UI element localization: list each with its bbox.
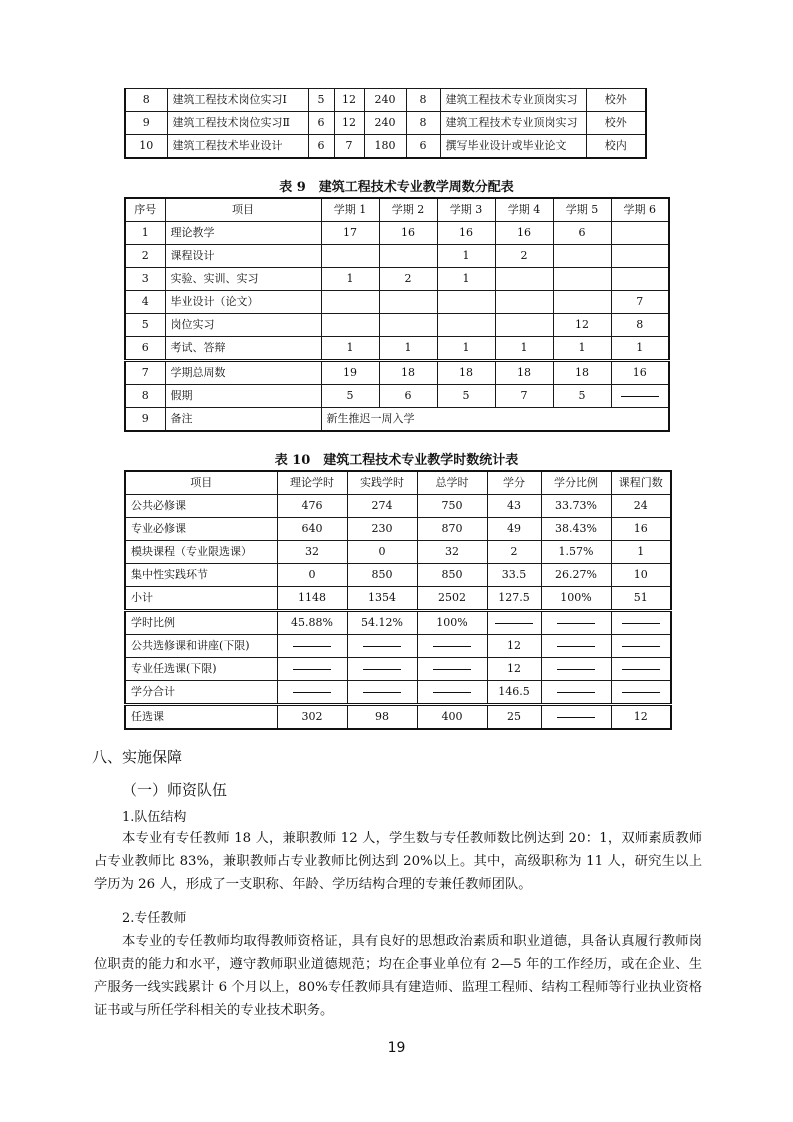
table-cell: 7 (611, 291, 669, 314)
table-row (125, 408, 669, 432)
table-cell: 1.57% (541, 541, 611, 564)
table-cell: 撰写毕业设计或毕业论文 (440, 135, 586, 159)
table-cell: 理论教学 (165, 222, 321, 245)
dash-mark (557, 646, 595, 647)
table-cell: 建筑工程技术岗位实习Ⅱ (167, 112, 308, 135)
table-cell (541, 705, 611, 730)
table-row (125, 314, 669, 337)
table-cell (487, 611, 541, 635)
table-cell (437, 314, 495, 337)
table-cell: 学期 6 (611, 198, 669, 222)
table-cell: 33.73% (541, 495, 611, 518)
table-cell: 49 (487, 518, 541, 541)
table-cell: 备注 (165, 408, 321, 432)
table-cell: 专业任选课(下限) (125, 658, 277, 681)
table-cell: 400 (417, 705, 487, 730)
table-cell: 5 (125, 314, 165, 337)
table-cell (347, 635, 417, 658)
table-cell: 集中性实践环节 (125, 564, 277, 587)
table-cell: 16 (495, 222, 553, 245)
table-cell: 小计 (125, 587, 277, 611)
table-cell: 750 (417, 495, 487, 518)
table-row (125, 337, 669, 361)
table-cell: 640 (277, 518, 347, 541)
table-cell: 32 (417, 541, 487, 564)
table-row (125, 112, 646, 135)
table-cell: 公共选修课和讲座(下限) (125, 635, 277, 658)
table-cell: 1 (611, 541, 671, 564)
dash-mark (622, 623, 660, 624)
table-cell (553, 291, 611, 314)
table-row (125, 564, 671, 587)
table-cell: 2 (487, 541, 541, 564)
table-cell (379, 245, 437, 268)
table-cell: 6 (379, 385, 437, 408)
dash-mark (557, 692, 595, 693)
table-cell: 1 (379, 337, 437, 361)
note-cell: 新生推迟一周入学 (321, 408, 669, 432)
table-cell: 870 (417, 518, 487, 541)
table-cell: 100% (541, 587, 611, 611)
table-cell: 学期 2 (379, 198, 437, 222)
table-cell (541, 658, 611, 681)
table-cell (553, 245, 611, 268)
table-cell: 校外 (586, 89, 646, 112)
table-cell: 12 (487, 658, 541, 681)
dash-mark (293, 669, 331, 670)
table-cell: 建筑工程技术毕业设计 (167, 135, 308, 159)
table-cell: 476 (277, 495, 347, 518)
item1-paragraph: 本专业有专任教师 18 人，兼职教师 12 人，学生数与专任教师数比例达到 20：1，双师素质教师占专业教师比 83%，兼职教师占专业教师比例达到 20%以上。其中，高级职称为 11 人，研究生以上学历为 26 人，形成了一支职称、年龄、学历结构合理的专兼任教师团队。 (94, 831, 702, 892)
table-cell: 5 (308, 89, 334, 112)
table-cell: 850 (417, 564, 487, 587)
table-row (125, 245, 669, 268)
table-cell: 19 (321, 361, 379, 385)
table-cell: 2 (495, 245, 553, 268)
dash-mark (293, 646, 331, 647)
table-cell: 7 (495, 385, 553, 408)
table-cell: 8 (406, 89, 440, 112)
table-cell: 100% (417, 611, 487, 635)
table-row (125, 541, 671, 564)
table-cell: 8 (611, 314, 669, 337)
table-cell: 12 (334, 112, 364, 135)
table-cell: 任选课 (125, 705, 277, 730)
dash-mark (363, 692, 401, 693)
table-cell (379, 314, 437, 337)
dash-mark (293, 692, 331, 693)
table-cell: 学分合计 (125, 681, 277, 705)
table-cell: 10 (611, 564, 671, 587)
table-cell: 18 (553, 361, 611, 385)
table-cell: 18 (437, 361, 495, 385)
table-cell: 850 (347, 564, 417, 587)
table-cell: 序号 (125, 198, 165, 222)
table-cell: 16 (611, 361, 669, 385)
table-cell: 课程门数 (611, 471, 671, 495)
table-cell: 1 (611, 337, 669, 361)
table-cell: 0 (347, 541, 417, 564)
table-cell (379, 291, 437, 314)
table-cell (541, 681, 611, 705)
table-row (125, 587, 671, 611)
table-cell: 2502 (417, 587, 487, 611)
table-row (125, 635, 671, 658)
table-cell: 项目 (125, 471, 277, 495)
dash-mark (557, 669, 595, 670)
table-cell (321, 314, 379, 337)
table-cell: 16 (379, 222, 437, 245)
table-cell: 校内 (586, 135, 646, 159)
teaching-hours-table (124, 470, 672, 730)
table-cell: 学期 5 (553, 198, 611, 222)
table-cell: 校外 (586, 112, 646, 135)
table-cell (611, 611, 671, 635)
table-cell: 32 (277, 541, 347, 564)
table-cell (417, 681, 487, 705)
table-row (125, 268, 669, 291)
table-cell: 实践学时 (347, 471, 417, 495)
dash-mark (433, 646, 471, 647)
table-header-row (125, 471, 671, 495)
table9-caption: 表 9 建筑工程技术专业教学周数分配表 (279, 180, 514, 195)
table-cell: 毕业设计（论文） (165, 291, 321, 314)
table-cell: 127.5 (487, 587, 541, 611)
table-cell: 33.5 (487, 564, 541, 587)
table-cell: 学期 1 (321, 198, 379, 222)
table-cell: 建筑工程技术专业顶岗实习 (440, 89, 586, 112)
table-row (125, 681, 671, 705)
table-row (125, 89, 646, 112)
practice-table (124, 88, 647, 159)
table-header-row (125, 198, 669, 222)
table-cell: 54.12% (347, 611, 417, 635)
table-cell: 公共必修课 (125, 495, 277, 518)
item1-title: 1.队伍结构 (122, 810, 187, 825)
table-cell: 建筑工程技术专业顶岗实习 (440, 112, 586, 135)
table-cell: 1 (321, 268, 379, 291)
table-cell: 16 (611, 518, 671, 541)
table-cell: 9 (125, 112, 167, 135)
table-cell: 假期 (165, 385, 321, 408)
table-cell: 5 (437, 385, 495, 408)
table-cell: 学分 (487, 471, 541, 495)
table-cell (321, 291, 379, 314)
table-cell: 6 (308, 112, 334, 135)
table-cell: 1 (437, 268, 495, 291)
table-cell (611, 681, 671, 705)
table-cell: 240 (364, 89, 406, 112)
table-cell: 1 (437, 337, 495, 361)
table-row (125, 495, 671, 518)
table-cell (611, 245, 669, 268)
table-cell: 学时比例 (125, 611, 277, 635)
table-cell: 98 (347, 705, 417, 730)
table-cell (611, 658, 671, 681)
table-cell (321, 245, 379, 268)
table-cell (611, 635, 671, 658)
table-cell: 7 (334, 135, 364, 159)
table-cell: 1 (553, 337, 611, 361)
dash-mark (363, 646, 401, 647)
table-cell: 274 (347, 495, 417, 518)
table-cell: 岗位实习 (165, 314, 321, 337)
page-number: 19 (387, 1040, 406, 1056)
table-cell: 146.5 (487, 681, 541, 705)
table-cell: 实验、实训、实习 (165, 268, 321, 291)
table-cell: 302 (277, 705, 347, 730)
table-cell: 学期 4 (495, 198, 553, 222)
table-row (125, 385, 669, 408)
table-cell (417, 635, 487, 658)
table-cell: 45.88% (277, 611, 347, 635)
table-cell (347, 681, 417, 705)
dash-mark (557, 623, 595, 624)
table-cell (495, 268, 553, 291)
table-cell: 1354 (347, 587, 417, 611)
table-cell: 26.27% (541, 564, 611, 587)
table-row (125, 291, 669, 314)
table-cell: 8 (125, 385, 165, 408)
table-cell: 18 (495, 361, 553, 385)
dash-mark (621, 396, 659, 397)
table-cell: 43 (487, 495, 541, 518)
table-cell (277, 635, 347, 658)
table-cell: 8 (406, 112, 440, 135)
table-cell (611, 268, 669, 291)
table-cell: 38.43% (541, 518, 611, 541)
table-cell: 4 (125, 291, 165, 314)
table-cell (347, 658, 417, 681)
table-cell: 8 (125, 89, 167, 112)
table-cell: 1 (437, 245, 495, 268)
table-cell: 10 (125, 135, 167, 159)
table-cell: 学分比例 (541, 471, 611, 495)
table-cell: 5 (553, 385, 611, 408)
table-cell (611, 222, 669, 245)
table-cell: 5 (321, 385, 379, 408)
table-cell: 项目 (165, 198, 321, 222)
table-cell: 6 (406, 135, 440, 159)
table-cell (495, 314, 553, 337)
table-row (125, 658, 671, 681)
table-cell: 180 (364, 135, 406, 159)
table-cell: 12 (334, 89, 364, 112)
table-cell: 24 (611, 495, 671, 518)
table-cell: 学期总周数 (165, 361, 321, 385)
dash-mark (433, 692, 471, 693)
dash-mark (433, 669, 471, 670)
table-row (125, 518, 671, 541)
table-cell (277, 658, 347, 681)
table-cell: 1148 (277, 587, 347, 611)
table-cell: 1 (321, 337, 379, 361)
teaching-weeks-table (124, 197, 670, 432)
table-cell: 模块课程（专业限选课） (125, 541, 277, 564)
table-cell: 9 (125, 408, 165, 432)
table-cell: 17 (321, 222, 379, 245)
table10-caption: 表 10 建筑工程技术专业教学时数统计表 (274, 453, 519, 468)
table-cell: 1 (125, 222, 165, 245)
table-cell: 6 (553, 222, 611, 245)
subsection-heading: （一）师资队伍 (122, 781, 228, 799)
table-row (125, 611, 671, 635)
table-cell: 51 (611, 587, 671, 611)
table-row (125, 361, 669, 385)
table-cell: 0 (277, 564, 347, 587)
table-cell (277, 681, 347, 705)
table-cell (495, 291, 553, 314)
table-cell: 12 (487, 635, 541, 658)
table-cell (541, 611, 611, 635)
table-cell: 2 (125, 245, 165, 268)
table-cell (417, 658, 487, 681)
table-row (125, 135, 646, 159)
table-cell: 专业必修课 (125, 518, 277, 541)
table-cell: 3 (125, 268, 165, 291)
table-cell: 课程设计 (165, 245, 321, 268)
table-cell: 12 (553, 314, 611, 337)
table-cell: 1 (495, 337, 553, 361)
table-cell: 理论学时 (277, 471, 347, 495)
table-cell (553, 268, 611, 291)
table-cell: 6 (308, 135, 334, 159)
table-cell: 18 (379, 361, 437, 385)
table-cell: 考试、答辩 (165, 337, 321, 361)
dash-mark (622, 692, 660, 693)
section-heading: 八、实施保障 (92, 748, 183, 766)
table-cell: 建筑工程技术岗位实习Ⅰ (167, 89, 308, 112)
table-cell: 25 (487, 705, 541, 730)
table-row (125, 705, 671, 730)
item2-paragraph: 本专业的专任教师均取得教师资格证，具有良好的思想政治素质和职业道德，具备认真履行教师岗位职责的能力和水平，遵守教师职业道德规范；均在企事业单位有 2—5 年的工作经历，或在企业、生产服务一线实践累计 6 个月以上，80%专任教师具有建造师、监理工程师、结构工程师等行业执业资格证书或与所任学科相关的专业技术职务。 (94, 934, 702, 1018)
item2-title: 2.专任教师 (122, 911, 187, 926)
dash-mark (363, 669, 401, 670)
table-cell: 240 (364, 112, 406, 135)
dash-mark (495, 623, 533, 624)
dash-mark (622, 669, 660, 670)
dash-mark (622, 646, 660, 647)
table-cell: 230 (347, 518, 417, 541)
table-cell: 7 (125, 361, 165, 385)
table-cell (437, 291, 495, 314)
dash-mark (557, 717, 595, 718)
table-cell: 2 (379, 268, 437, 291)
table-cell: 学期 3 (437, 198, 495, 222)
table-cell: 12 (611, 705, 671, 730)
table-cell (541, 635, 611, 658)
table-cell: 总学时 (417, 471, 487, 495)
table-cell: 16 (437, 222, 495, 245)
table-cell (611, 385, 669, 408)
table-row (125, 222, 669, 245)
table-cell: 6 (125, 337, 165, 361)
